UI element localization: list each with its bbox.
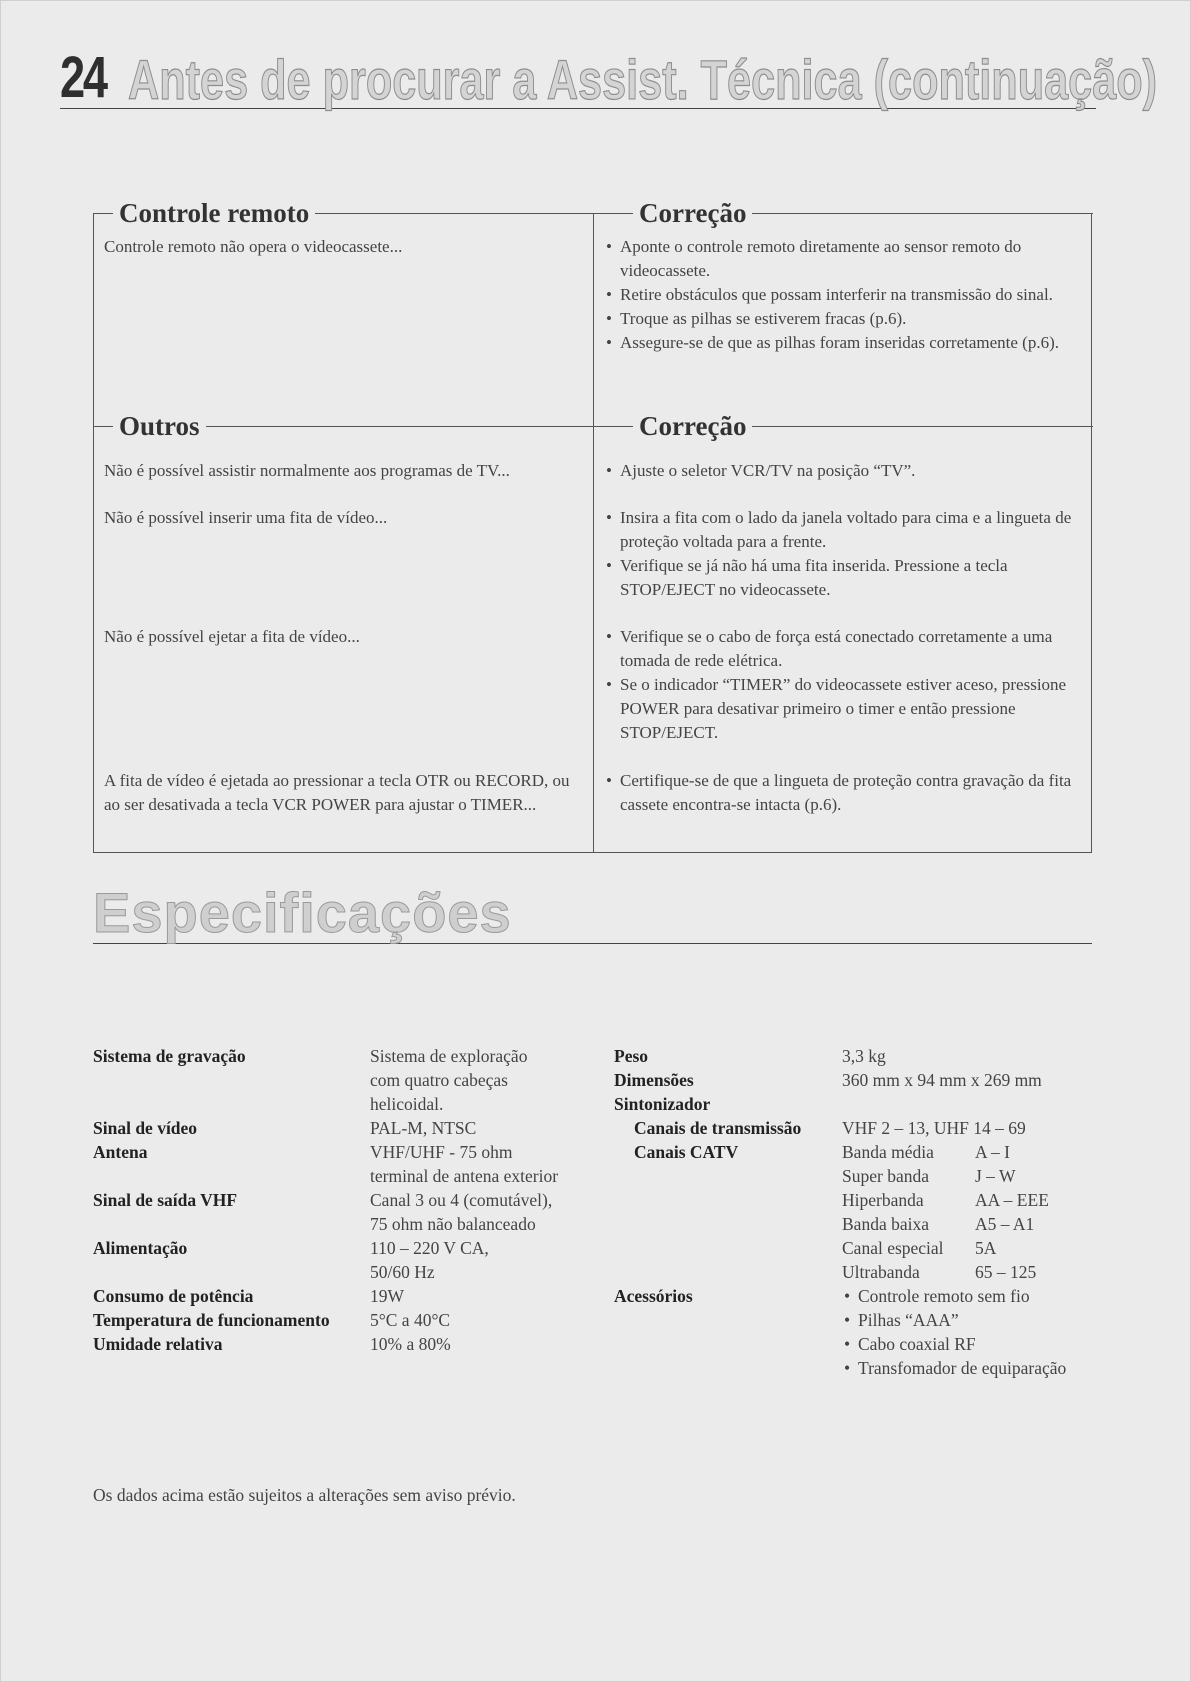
correction-item: • Verifique se já não há uma fita inserida. Pressione a tecla STOP/EJECT no videocassete. bbox=[604, 554, 1082, 602]
problem-eject: Não é possível ejetar a fita de vídeo... bbox=[104, 627, 360, 646]
footnote: Os dados acima estão sujeitos a alterações sem aviso prévio. bbox=[93, 1485, 516, 1505]
spec-label: Sinal de saída VHF bbox=[93, 1190, 238, 1210]
correction-list bbox=[604, 506, 1082, 602]
spec-label: Acessórios bbox=[614, 1286, 693, 1306]
spec-label: Temperatura de funcionamento bbox=[93, 1310, 330, 1330]
spec-label: Antena bbox=[93, 1142, 148, 1162]
catv-band bbox=[842, 1236, 1049, 1260]
accessory-item: • Transfomador de equiparação bbox=[842, 1356, 1066, 1380]
spec-label: Alimentação bbox=[93, 1238, 188, 1258]
correction-heading: Correção bbox=[633, 195, 752, 231]
spec-value-line: 75 ohm não balanceado bbox=[370, 1214, 536, 1234]
correction-list bbox=[604, 235, 1082, 355]
correction-list bbox=[604, 625, 1082, 745]
band-name: Ultrabanda bbox=[842, 1262, 920, 1282]
spec-value-line: com quatro cabeças bbox=[370, 1070, 508, 1090]
spec-value-line: 50/60 Hz bbox=[370, 1262, 435, 1282]
spec-label: Umidade relativa bbox=[93, 1334, 223, 1354]
spec-value: 3,3 kg bbox=[842, 1046, 886, 1066]
spec-value bbox=[370, 1140, 558, 1188]
spec-value-line: 110 – 220 V CA, bbox=[370, 1238, 489, 1258]
spec-value: PAL-M, NTSC bbox=[370, 1118, 477, 1138]
correction-item: • Aponte o controle remoto diretamente ao sensor remoto do videocassete. bbox=[604, 235, 1082, 283]
spec-row bbox=[614, 1284, 1094, 1380]
band-name: Canal especial bbox=[842, 1238, 944, 1258]
accessory-item: • Controle remoto sem fio bbox=[842, 1284, 1066, 1308]
correction-item: • Insira a fita com o lado da janela voltado para cima e a lingueta de proteção voltada para a frente. bbox=[604, 506, 1082, 554]
problem-remote: Controle remoto não opera o videocassete... bbox=[104, 237, 403, 256]
correction-item: • Troque as pilhas se estiverem fracas (p.6). bbox=[604, 307, 1082, 331]
spec-value-line: Canal 3 ou 4 (comutável), bbox=[370, 1190, 553, 1210]
section-heading-others: Outros bbox=[113, 408, 206, 444]
specs-title: Especificações bbox=[93, 881, 512, 944]
band-range: A5 – A1 bbox=[975, 1214, 1035, 1234]
accessory-item: • Cabo coaxial RF bbox=[842, 1332, 1066, 1356]
spec-row bbox=[93, 1188, 593, 1236]
problem-tv: Não é possível assistir normalmente aos programas de TV... bbox=[104, 461, 510, 480]
section-heading-remote: Controle remoto bbox=[113, 195, 315, 231]
spec-row bbox=[614, 1140, 1094, 1284]
band-name: Banda média bbox=[842, 1142, 934, 1162]
spec-row bbox=[614, 1116, 1094, 1140]
spec-row bbox=[93, 1236, 593, 1284]
problem-otr: A fita de vídeo é ejetada ao pressionar a tecla OTR ou RECORD, ou ao ser desativada a tecla VCR POWER para ajustar o TIMER... bbox=[104, 771, 570, 814]
spec-value: 19W bbox=[370, 1286, 405, 1306]
correction-item: • Verifique se o cabo de força está conectado corretamente a uma tomada de rede elétrica. bbox=[604, 625, 1082, 673]
spec-value: 5°C a 40°C bbox=[370, 1310, 451, 1330]
spec-label: Sistema de gravação bbox=[93, 1046, 246, 1066]
band-name: Hiperbanda bbox=[842, 1190, 924, 1210]
problem-insert: Não é possível inserir uma fita de vídeo... bbox=[104, 508, 388, 527]
band-name: Banda baixa bbox=[842, 1214, 929, 1234]
spec-row bbox=[93, 1140, 593, 1188]
spec-value bbox=[370, 1236, 489, 1284]
catv-band bbox=[842, 1140, 1049, 1164]
catv-band bbox=[842, 1260, 1049, 1284]
band-range: J – W bbox=[975, 1166, 1016, 1186]
spec-label: Consumo de potência bbox=[93, 1286, 254, 1306]
band-range: 5A bbox=[975, 1238, 997, 1258]
catv-band bbox=[842, 1212, 1049, 1236]
spec-row bbox=[93, 1284, 593, 1308]
section-rule bbox=[94, 426, 1093, 427]
band-range: 65 – 125 bbox=[975, 1262, 1037, 1282]
spec-value: 10% a 80% bbox=[370, 1334, 451, 1354]
page-title: Antes de procurar a Assist. Técnica (continuação) bbox=[128, 48, 1158, 111]
spec-row bbox=[93, 1308, 593, 1332]
troubleshooting-table bbox=[93, 198, 1092, 853]
spec-label: Dimensões bbox=[614, 1070, 694, 1090]
correction-item: • Certifique-se de que a lingueta de proteção contra gravação da fita cassete encontra-se intacta (p.6). bbox=[604, 769, 1082, 817]
catv-band bbox=[842, 1164, 1049, 1188]
page-number: 24 bbox=[60, 45, 106, 110]
spec-value bbox=[370, 1188, 552, 1236]
spec-value-line: helicoidal. bbox=[370, 1094, 444, 1114]
correction-item: • Se o indicador “TIMER” do videocassete estiver aceso, pressione POWER para desativar primeiro o timer e então pressione STOP/EJECT. bbox=[604, 673, 1082, 745]
accessory-item: • Pilhas “AAA” bbox=[842, 1308, 1066, 1332]
spec-row bbox=[614, 1092, 1094, 1116]
section-header-others bbox=[94, 411, 1093, 454]
spec-value bbox=[370, 1044, 527, 1116]
band-range: AA – EEE bbox=[975, 1190, 1049, 1210]
spec-row bbox=[614, 1044, 1094, 1068]
spec-label: Canais CATV bbox=[634, 1142, 739, 1162]
spec-row bbox=[93, 1044, 593, 1116]
spec-value-line: terminal de antena exterior bbox=[370, 1166, 559, 1186]
correction-item: • Ajuste o seletor VCR/TV na posição “TV”. bbox=[604, 459, 1082, 483]
specs-left-column bbox=[93, 1044, 593, 1356]
spec-value-line: VHF/UHF - 75 ohm bbox=[370, 1142, 513, 1162]
spec-value-line: Sistema de exploração bbox=[370, 1046, 528, 1066]
correction-item: • Retire obstáculos que possam interferir na transmissão do sinal. bbox=[604, 283, 1082, 307]
band-range: A – I bbox=[975, 1142, 1010, 1162]
spec-row bbox=[93, 1116, 593, 1140]
correction-list bbox=[604, 459, 1082, 483]
catv-band-list bbox=[842, 1140, 1049, 1284]
specs-header bbox=[93, 881, 1092, 944]
band-name: Super banda bbox=[842, 1166, 929, 1186]
spec-row bbox=[614, 1068, 1094, 1092]
accessory-list bbox=[842, 1284, 1066, 1380]
catv-band bbox=[842, 1188, 1049, 1212]
correction-heading: Correção bbox=[633, 408, 752, 444]
correction-list bbox=[604, 769, 1082, 817]
page-header bbox=[60, 45, 1158, 111]
spec-label: Canais de transmissão bbox=[634, 1118, 802, 1138]
spec-value: VHF 2 – 13, UHF 14 – 69 bbox=[842, 1118, 1026, 1138]
column-divider bbox=[593, 213, 594, 852]
correction-item: • Assegure-se de que as pilhas foram inseridas corretamente (p.6). bbox=[604, 331, 1082, 355]
spec-row bbox=[93, 1332, 593, 1356]
spec-label: Peso bbox=[614, 1046, 649, 1066]
spec-label: Sinal de vídeo bbox=[93, 1118, 198, 1138]
specs-right-column bbox=[614, 1044, 1094, 1380]
spec-value: 360 mm x 94 mm x 269 mm bbox=[842, 1070, 1042, 1090]
spec-label: Sintonizador bbox=[614, 1094, 711, 1114]
